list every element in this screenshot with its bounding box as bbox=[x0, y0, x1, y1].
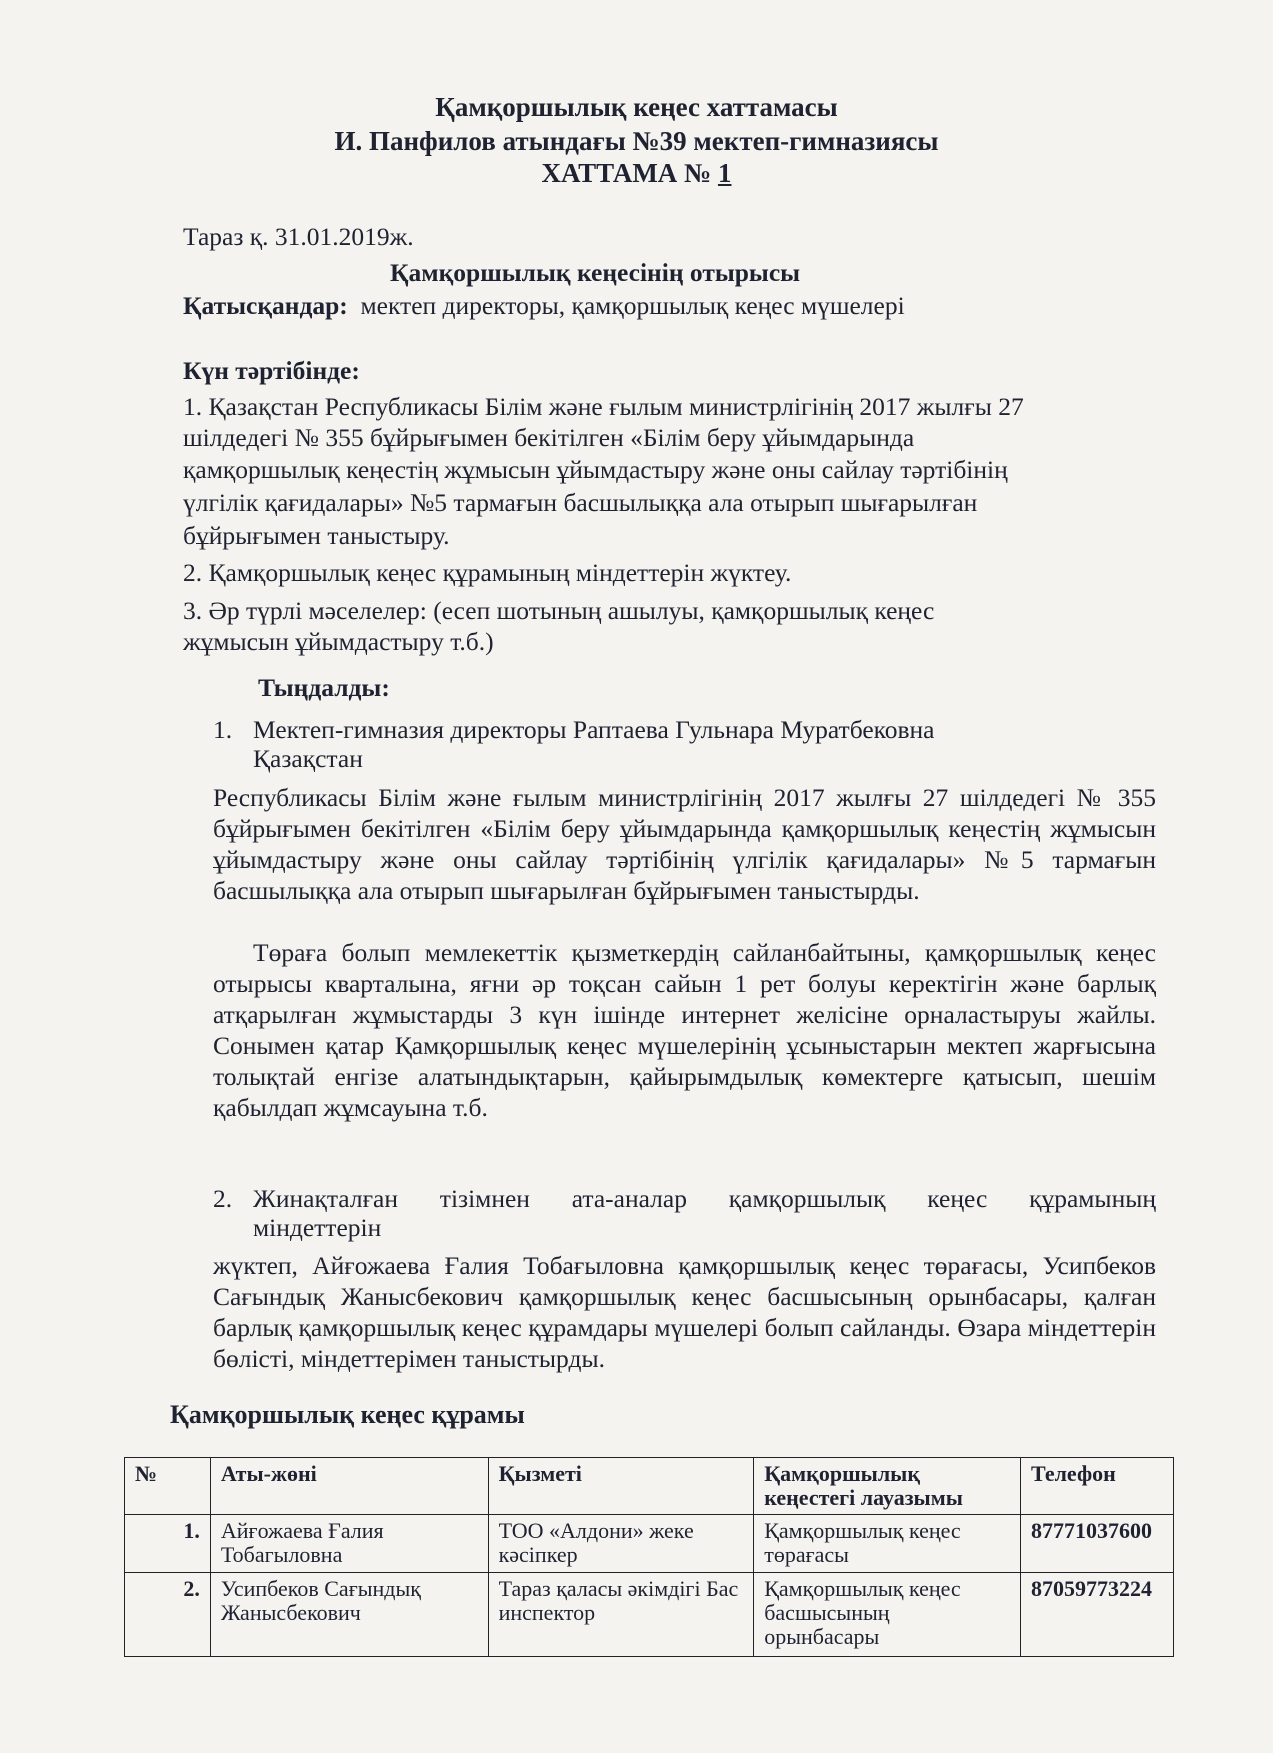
heard-item2-line1: Жинақталған тізімнен ата-аналар қамқоршылық кеңес құрамының bbox=[253, 1184, 1156, 1213]
header-phone: Телефон bbox=[1020, 1458, 1173, 1515]
doc-title-line2: И. Панфилов атындағы №39 мектеп-гимназиясы bbox=[334, 126, 939, 156]
doc-title-line3 bbox=[0, 158, 1273, 189]
agenda-line: 1. Қазақстан Республикасы Білім және ғылым министрлігінің 2017 жылғы 27 bbox=[183, 392, 1024, 421]
row-job: Тараз қаласы әкімдігі Бас инспектор bbox=[488, 1573, 754, 1657]
header-number: № bbox=[125, 1458, 211, 1515]
row-number: 1. bbox=[125, 1515, 211, 1573]
heard-item1-number: 1. bbox=[213, 715, 233, 744]
header-position: Қызметі bbox=[488, 1458, 754, 1515]
composition-table bbox=[124, 1457, 1174, 1657]
row-job: ТОО «Алдони» жеке кәсіпкер bbox=[488, 1515, 754, 1573]
heard-item1-body: Республикасы Білім және ғылым министрлігінің 2017 жылғы 27 шілдедегі № 355 бұйрығымен бекітілген «Білім беру ұйымдарында қамқоршылық кеңестің жұмысын ұйымдастыру және оны сайлау тәртібінің үлгілік қағидалары» №5 тармағын басшылыққа ала отырып шығарылған бұйрығымен таныстырды. bbox=[213, 783, 1156, 905]
agenda-line: шілдедегі № 355 бұйрығымен бекітілген «Білім беру ұйымдарында bbox=[183, 423, 915, 452]
heard-item1-line2: Қазақстан bbox=[253, 744, 363, 773]
table-row bbox=[125, 1515, 1174, 1573]
heard-title: Тыңдалды: bbox=[258, 673, 390, 702]
header-name: Аты-жөні bbox=[210, 1458, 488, 1515]
participants-line bbox=[183, 291, 905, 321]
place-date: Тараз қ. 31.01.2019ж. bbox=[183, 222, 414, 251]
agenda-line: қамқоршылық кеңестің жұмысын ұйымдастыру және оны сайлау тәртібінің bbox=[183, 455, 1008, 484]
participants-value: мектеп директоры, қамқоршылық кеңес мүшелері bbox=[360, 291, 905, 320]
row-name: Айғожаева Ғалия Тобагыловна bbox=[210, 1515, 488, 1573]
table-row bbox=[125, 1573, 1174, 1657]
heard-item2-number: 2. bbox=[213, 1184, 233, 1213]
agenda-line: жұмысын ұйымдастыру т.б.) bbox=[183, 627, 494, 656]
heard-item2-line2: міндеттерін bbox=[253, 1213, 382, 1242]
agenda-line: 3. Әр түрлі мәселелер: (есеп шотының ашылуы, қамқоршылық кеңес bbox=[183, 596, 935, 625]
agenda-line: бұйрығымен таныстыру. bbox=[183, 521, 450, 550]
row-role: Қамқоршылық кеңес басшысының орынбасары bbox=[754, 1573, 1021, 1657]
row-name: Усипбеков Сағындық Жанысбекович bbox=[210, 1573, 488, 1657]
agenda-title: Күн тәртібінде: bbox=[183, 356, 360, 385]
heard-item1-line1: Мектеп-гимназия директоры Раптаева Гульнара Муратбековна bbox=[253, 715, 935, 744]
row-role: Қамқоршылық кеңес төрағасы bbox=[754, 1515, 1021, 1573]
header-council-role: Қамқоршылық кеңестегі лауазымы bbox=[754, 1458, 1021, 1515]
participants-label: Қатысқандар: bbox=[183, 291, 348, 320]
protocol-label: ХАТТАМА № bbox=[541, 158, 718, 188]
heard-item2-body: жүктеп, Айғожаева Ғалия Тобағыловна қамқоршылық кеңес төрағасы, Усипбеков Сағындық Жанысбекович қамқоршылық кеңес басшысының орынбасары, қалған барлық қамқоршылық кеңес құрамдары мүшелері болып сайланды. Өзара міндеттерін бөлісті, міндеттерімен таныстырды. bbox=[213, 1251, 1156, 1373]
protocol-number: 1 bbox=[717, 158, 732, 188]
heard-item1-body2: Төраға болып мемлекеттік қызметкердің сайланбайтыны, қамқоршылық кеңес отырысы кварталына, яғни әр тоқсан сайын 1 рет болуы керектігін және барлық атқарылған жұмыстарды 3 күн ішінде интернет желісіне орналастыруы жайлы. Сонымен қатар Қамқоршылық кеңес мүшелерінің ұсыныстарын мектеп жарғысына толықтай енгізе алатындықтарын, қайырымдылық көмектерге қатысып, шешім қабылдап жұмсауына т.б. bbox=[213, 938, 1156, 1122]
agenda-line: үлгілік қағидалары» №5 тармағын басшылыққа ала отырып шығарылған bbox=[183, 488, 978, 517]
table-header-row bbox=[125, 1458, 1174, 1515]
composition-title: Қамқоршылық кеңес құрамы bbox=[170, 1400, 525, 1429]
row-phone: 87771037600 bbox=[1020, 1515, 1173, 1573]
meeting-title: Қамқоршылық кеңесінің отырысы bbox=[390, 258, 801, 287]
doc-title-line1: Қамқоршылық кеңес хаттамасы bbox=[435, 92, 838, 122]
row-phone: 87059773224 bbox=[1020, 1573, 1173, 1657]
agenda-line: 2. Қамқоршылық кеңес құрамының міндеттерін жүктеу. bbox=[183, 558, 792, 587]
row-number: 2. bbox=[125, 1573, 211, 1657]
